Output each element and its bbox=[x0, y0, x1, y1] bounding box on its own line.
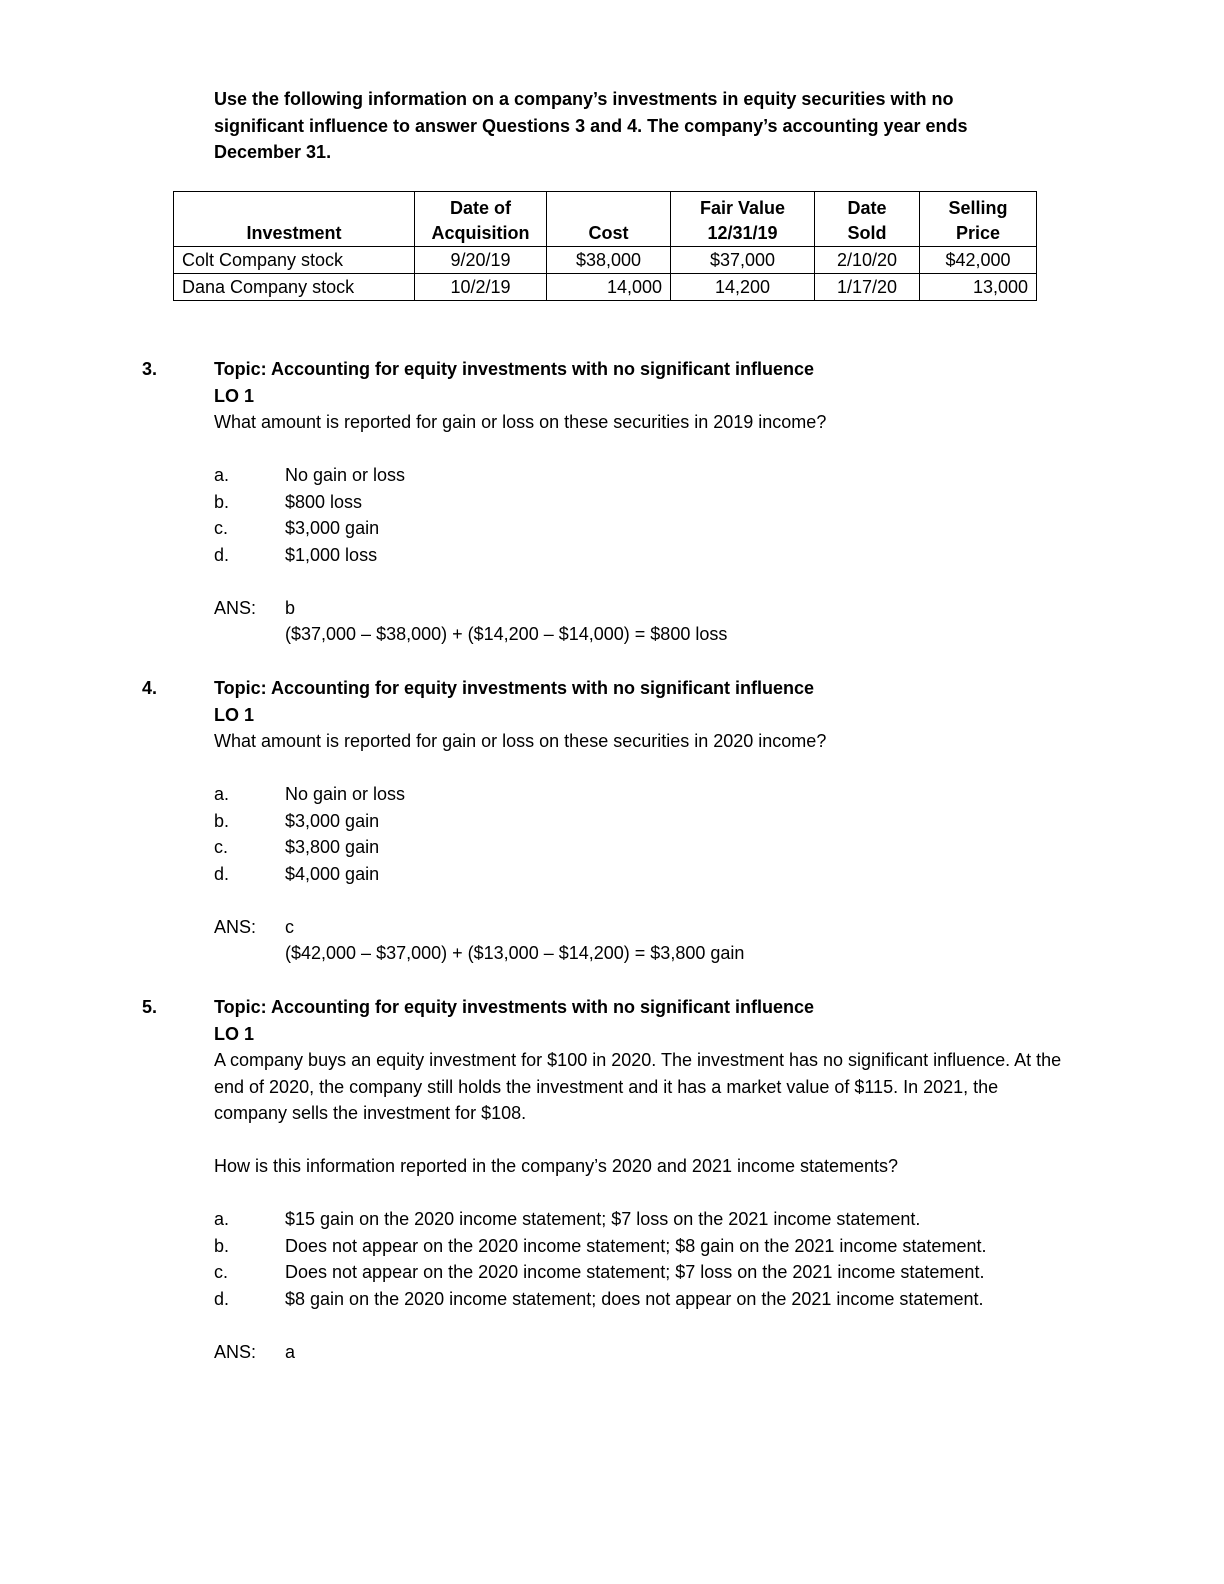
question-number: 4. bbox=[142, 678, 158, 698]
question-body bbox=[214, 994, 1074, 1365]
answer-line: ANS: b bbox=[214, 595, 1074, 622]
question-lo: LO 1 bbox=[214, 1023, 255, 1044]
question-body bbox=[214, 675, 1074, 967]
question-text: A company buys an equity investment for $100 in 2020. The investment has no significant influence. At the end of 2020, the company still holds the investment and it has a market value of $115. In 2021, the company sells the investment for $108. bbox=[214, 1050, 1062, 1123]
answer-value: c bbox=[285, 916, 294, 937]
intro-paragraph: Use the following information on a company’s investments in equity securities with no significant influence to answer Questions 3 and 4. The company’s accounting year ends December 31. bbox=[214, 89, 968, 162]
option-c: c. $3,800 gain bbox=[214, 837, 380, 857]
question-number: 5. bbox=[142, 997, 158, 1017]
question-body bbox=[214, 356, 1074, 648]
cell-date-sold: 2/10/20 bbox=[815, 247, 920, 274]
cell-date-acquisition: 10/2/19 bbox=[415, 274, 547, 301]
cell-cost: $38,000 bbox=[547, 247, 671, 274]
answer-value: a bbox=[285, 1341, 296, 1362]
question-topic: Topic: Accounting for equity investments with no significant influence bbox=[214, 997, 815, 1017]
header-fair-value: Fair Value 12/31/19 bbox=[671, 192, 815, 247]
option-c: c. $3,000 gain bbox=[214, 518, 380, 538]
cell-investment: Dana Company stock bbox=[174, 274, 415, 301]
question-text: What amount is reported for gain or loss on these securities in 2019 income? bbox=[214, 412, 827, 432]
answer-explanation: ($37,000 – $38,000) + ($14,200 – $14,000) = $800 loss bbox=[285, 624, 728, 644]
header-cost: Cost bbox=[547, 192, 671, 247]
option-b: b. Does not appear on the 2020 income statement; $8 gain on the 2021 income statement. bbox=[214, 1235, 987, 1256]
question-text-2: How is this information reported in the company’s 2020 and 2021 income statements? bbox=[214, 1156, 899, 1176]
answer-line: ANS: a bbox=[214, 1339, 1074, 1366]
option-d: d. $4,000 gain bbox=[214, 863, 380, 884]
table-header-row bbox=[174, 192, 1037, 247]
header-selling-price: Selling Price bbox=[920, 192, 1037, 247]
option-d: d. $8 gain on the 2020 income statement; does not appear on the 2021 income statement. bbox=[214, 1288, 984, 1309]
option-c: c. Does not appear on the 2020 income statement; $7 loss on the 2021 income statement. bbox=[214, 1262, 985, 1282]
option-a: a. $15 gain on the 2020 income statement; $7 loss on the 2021 income statement. bbox=[214, 1209, 921, 1229]
cell-selling-price: $42,000 bbox=[920, 247, 1037, 274]
cell-fair-value: 14,200 bbox=[671, 274, 815, 301]
header-date-sold: Date Sold bbox=[815, 192, 920, 247]
option-b: b. $3,000 gain bbox=[214, 810, 380, 831]
question-lo: LO 1 bbox=[214, 704, 255, 725]
answer-line: ANS: c bbox=[214, 914, 1074, 941]
cell-cost: 14,000 bbox=[547, 274, 671, 301]
answer-value: b bbox=[285, 597, 296, 618]
cell-selling-price: 13,000 bbox=[920, 274, 1037, 301]
option-b: b. $800 loss bbox=[214, 491, 363, 512]
question-lo: LO 1 bbox=[214, 385, 255, 406]
cell-date-sold: 1/17/20 bbox=[815, 274, 920, 301]
question-text: What amount is reported for gain or loss on these securities in 2020 income? bbox=[214, 731, 827, 751]
header-date-acquisition: Date of Acquisition bbox=[415, 192, 547, 247]
table-row bbox=[174, 274, 1037, 301]
question-number: 3. bbox=[142, 359, 158, 379]
table-row bbox=[174, 247, 1037, 274]
question-topic: Topic: Accounting for equity investments with no significant influence bbox=[214, 359, 815, 379]
option-a: a. No gain or loss bbox=[214, 465, 406, 485]
answer-explanation: ($42,000 – $37,000) + ($13,000 – $14,200) = $3,800 gain bbox=[285, 943, 745, 963]
investments-table bbox=[173, 191, 1037, 301]
cell-date-acquisition: 9/20/19 bbox=[415, 247, 547, 274]
option-d: d. $1,000 loss bbox=[214, 544, 378, 565]
cell-investment: Colt Company stock bbox=[174, 247, 415, 274]
question-topic: Topic: Accounting for equity investments with no significant influence bbox=[214, 678, 815, 698]
option-a: a. No gain or loss bbox=[214, 784, 406, 804]
header-investment: Investment bbox=[174, 192, 415, 247]
cell-fair-value: $37,000 bbox=[671, 247, 815, 274]
